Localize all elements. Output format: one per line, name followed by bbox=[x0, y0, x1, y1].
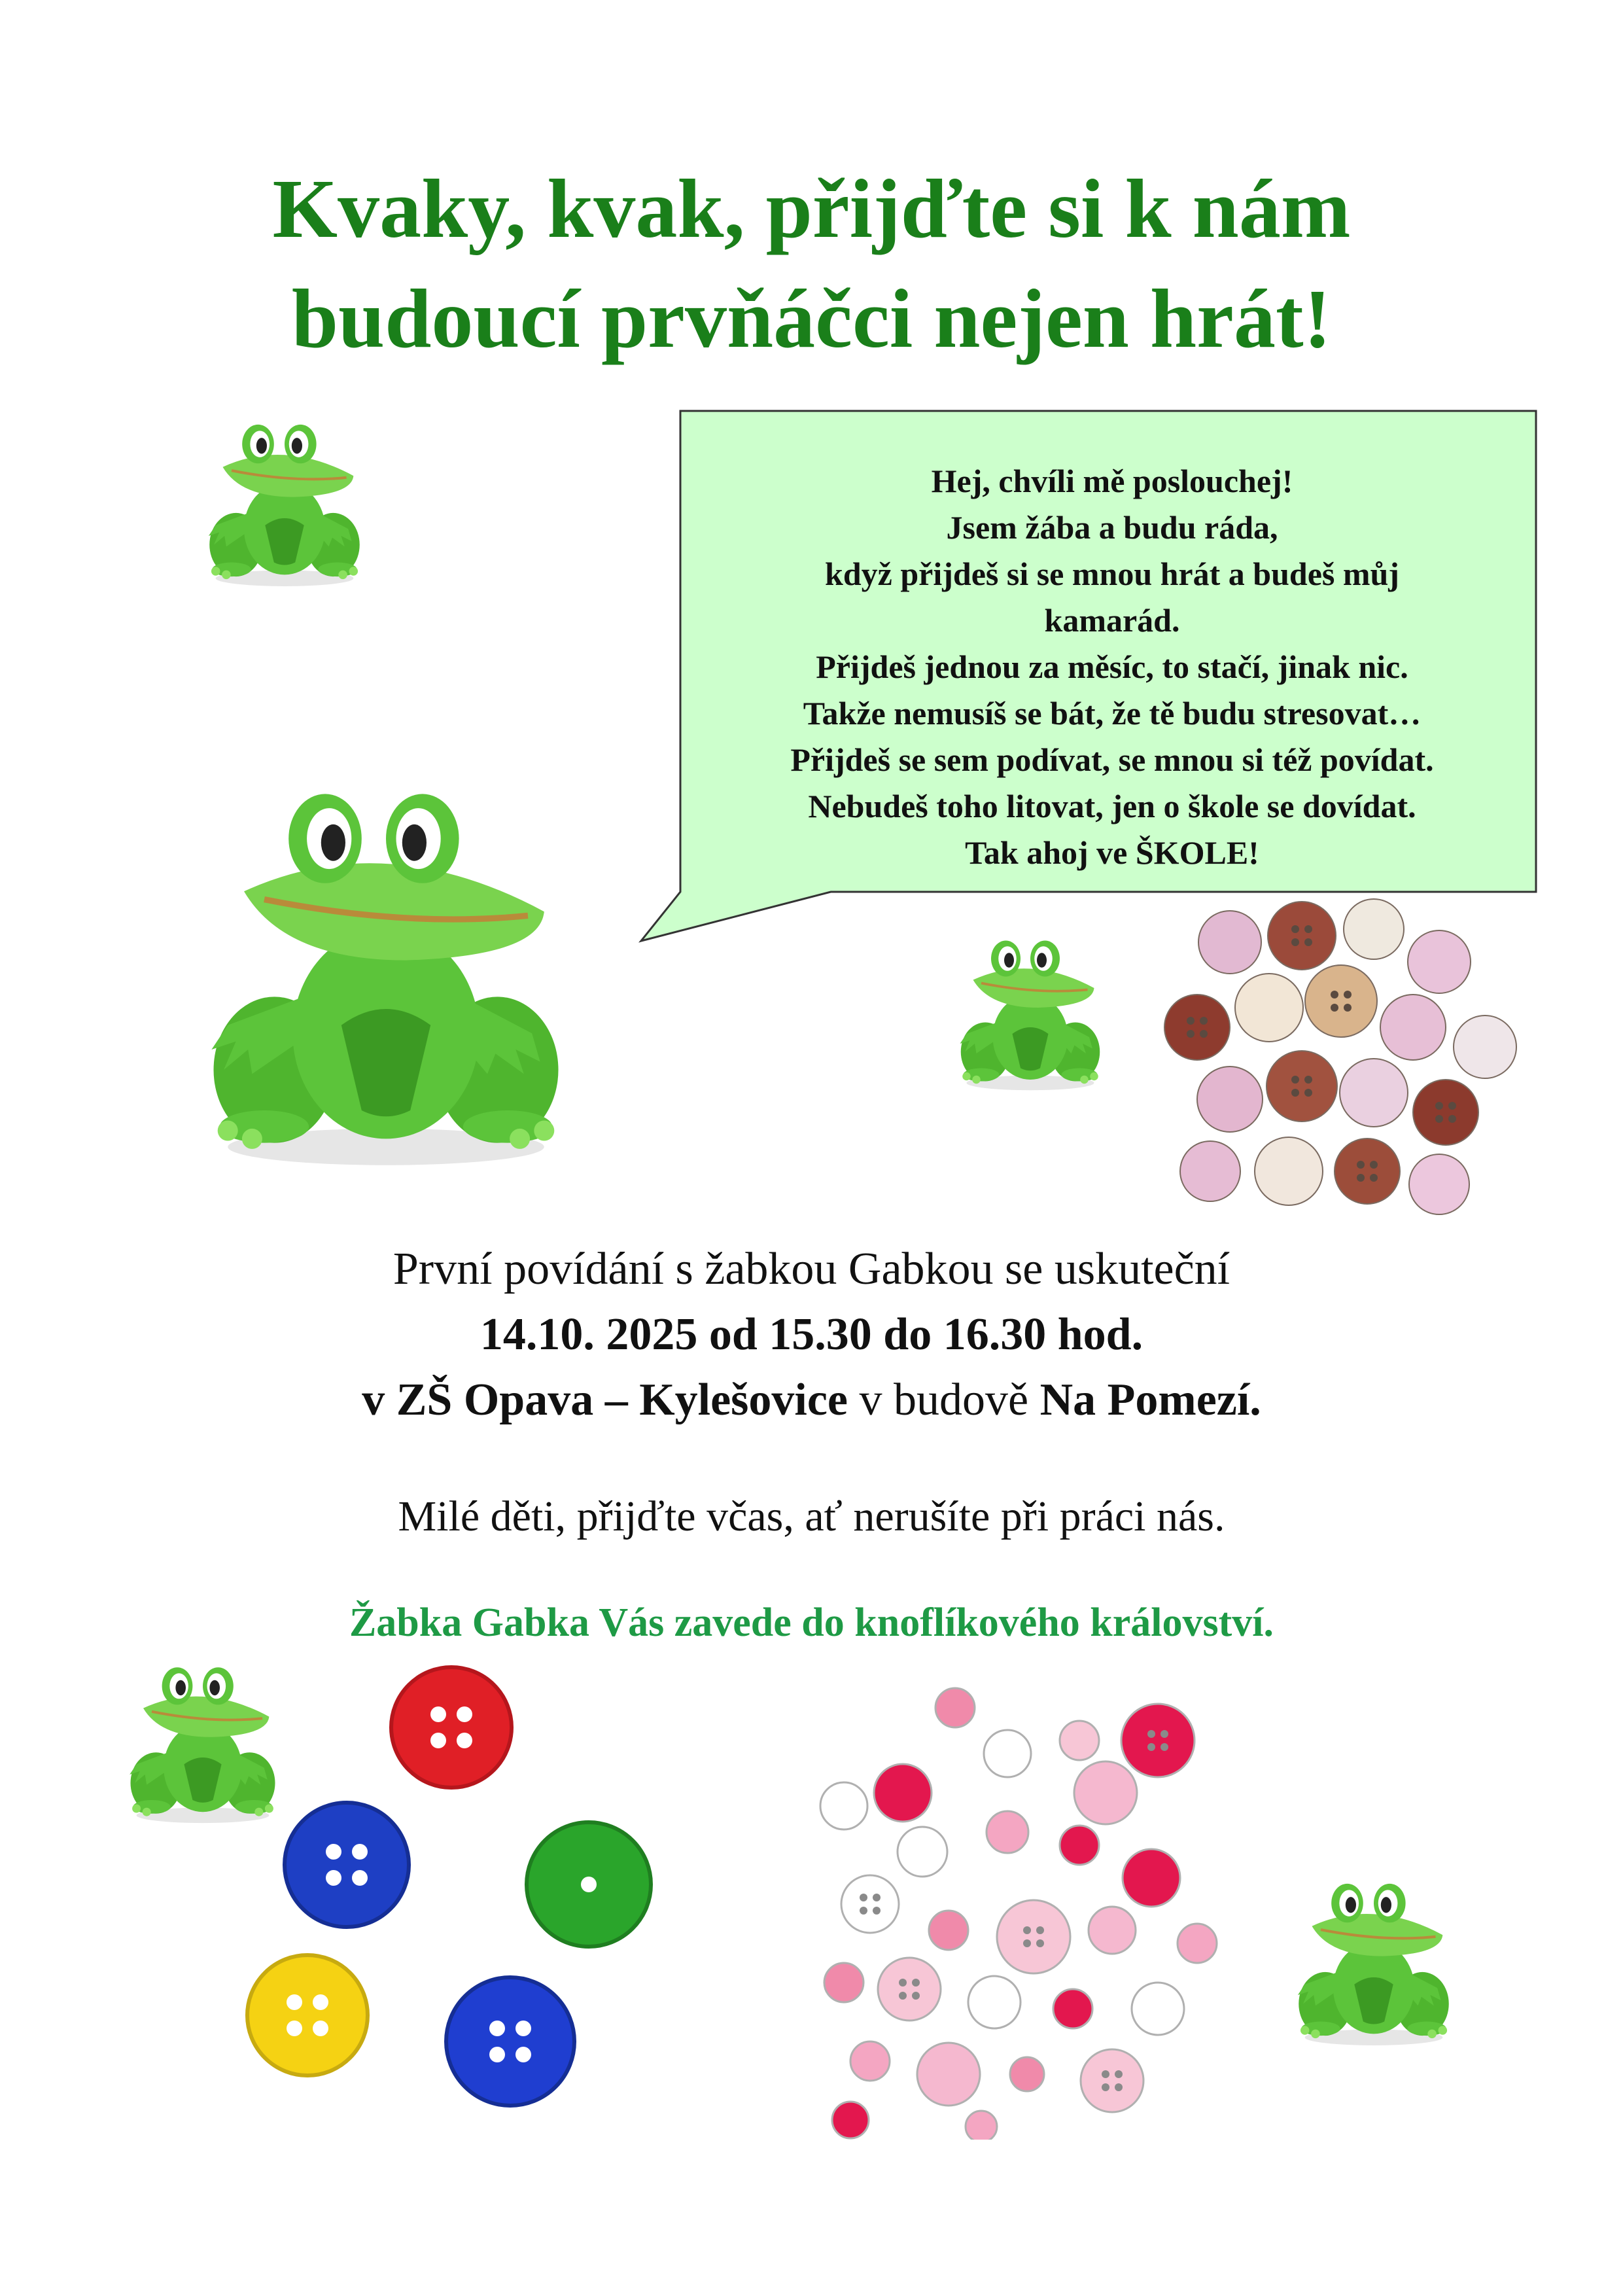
bubble-line: Přijdeš se sem podívat, se mnou si též povídat. bbox=[790, 741, 1434, 778]
school-name: v ZŠ Opava – Kylešovice bbox=[362, 1375, 848, 1425]
building-name: Na Pomezí. bbox=[1039, 1375, 1261, 1425]
event-date-time: 14.10. 2025 od 15.30 do 16.30 hod. bbox=[480, 1309, 1143, 1360]
buttons-pile-image bbox=[1158, 896, 1537, 1237]
frog-icon bbox=[196, 412, 373, 589]
frog-icon bbox=[177, 766, 595, 1171]
bubble-line: Takže nemusíš se bát, že tě budu stresovat… bbox=[803, 695, 1422, 732]
event-location bbox=[0, 1371, 1623, 1430]
title-line-1: Kvaky, kvak, přijďte si k nám bbox=[272, 162, 1351, 255]
bubble-line: Tak ahoj ve ŠKOLE! bbox=[965, 834, 1259, 871]
frog-icon bbox=[1285, 1871, 1462, 2048]
location-connector: v budově bbox=[848, 1375, 1040, 1425]
bubble-line: Jsem žába a budu ráda, bbox=[946, 509, 1278, 546]
arrival-note: Milé děti, přijďte včas, ať nerušíte při práci nás. bbox=[398, 1492, 1225, 1540]
bubble-line: když přijdeš si se mnou hrát a budeš můj bbox=[825, 556, 1399, 592]
colored-buttons-image bbox=[222, 1662, 720, 2133]
bubble-line: kamarád. bbox=[1044, 602, 1180, 639]
bubble-line: Nebudeš toho litovat, jen o škole se dovídat. bbox=[808, 788, 1416, 824]
bubble-line: Přijdeš jednou za měsíc, to stačí, jinak nic. bbox=[816, 648, 1408, 685]
kingdom-tagline: Žabka Gabka Vás zavede do knoflíkového království. bbox=[349, 1600, 1274, 1645]
event-intro: První povídání s žabkou Gabkou se uskuteční bbox=[393, 1244, 1230, 1294]
bubble-line: Hej, chvíli mě poslouchej! bbox=[931, 463, 1293, 499]
title-line-2: budoucí prvňáčci nejen hrát! bbox=[291, 272, 1332, 365]
frog-icon bbox=[949, 929, 1112, 1093]
pink-buttons-image bbox=[818, 1682, 1263, 2140]
speech-bubble-text bbox=[687, 458, 1537, 876]
